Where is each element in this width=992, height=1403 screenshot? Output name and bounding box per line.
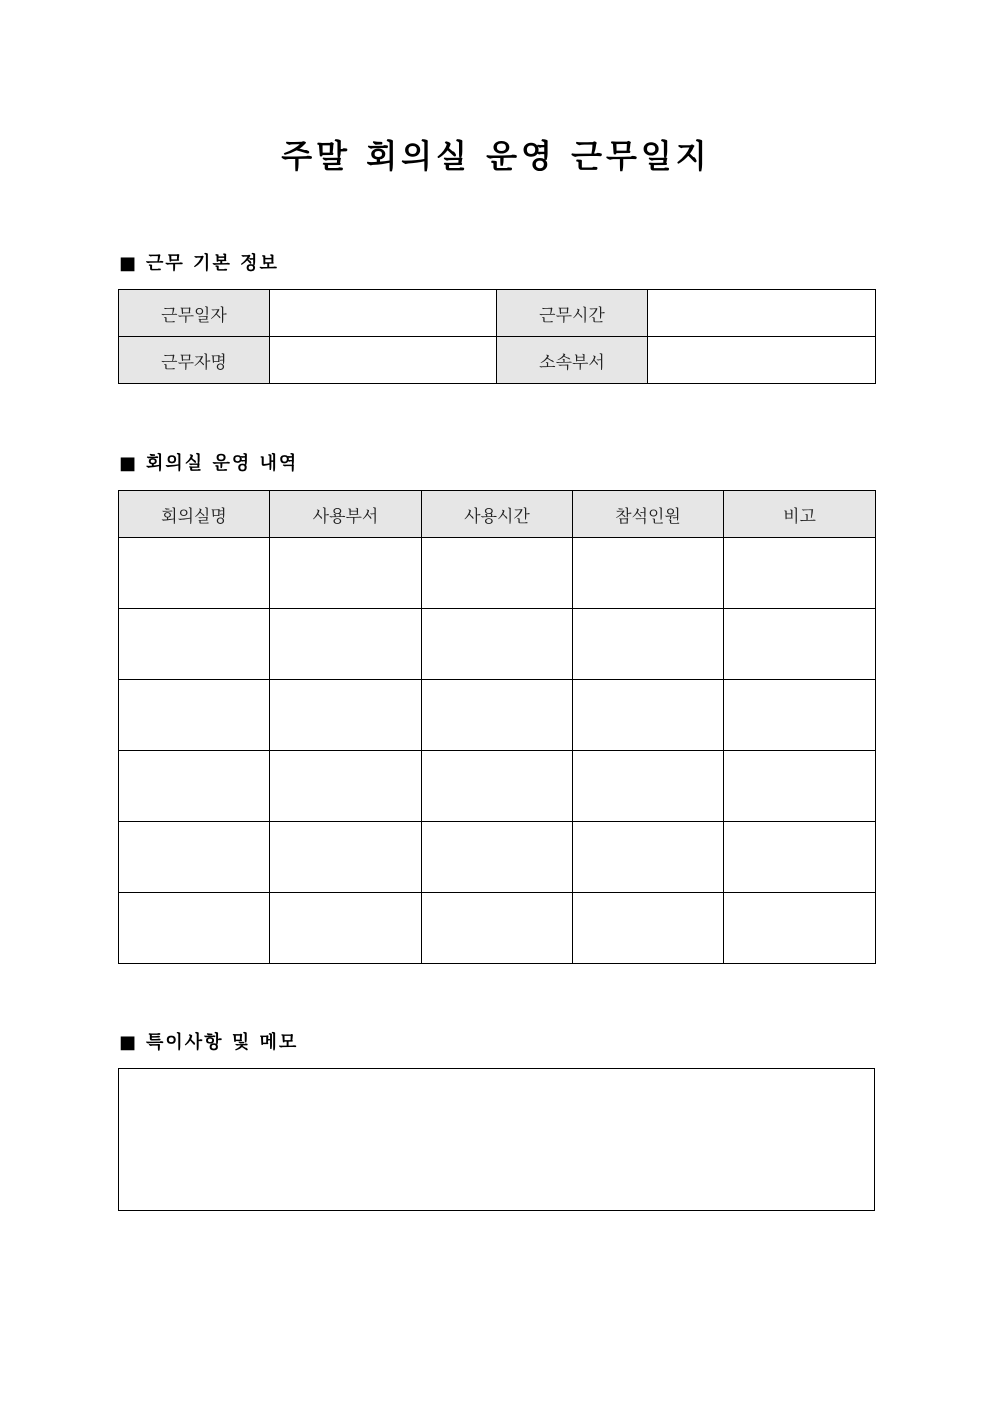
section-heading-operations [119,452,298,476]
column-header-usage-time: 사용시간 [422,491,573,538]
department-cell[interactable] [270,751,422,822]
department-cell[interactable] [270,609,422,680]
work-time-field[interactable] [648,290,876,337]
section-heading-basic-info [119,252,279,276]
section-heading-notes [119,1031,298,1055]
operations-table [118,490,876,964]
table-row [119,822,876,893]
notes-memo-box[interactable] [118,1068,875,1211]
remarks-cell[interactable] [724,751,876,822]
remarks-cell[interactable] [724,822,876,893]
usage-time-cell[interactable] [422,751,573,822]
table-row [119,751,876,822]
work-time-label: 근무시간 [497,290,648,337]
table-row [119,680,876,751]
attendees-cell[interactable] [573,751,724,822]
remarks-cell[interactable] [724,893,876,964]
department-cell[interactable] [270,538,422,609]
attendees-cell[interactable] [573,538,724,609]
usage-time-cell[interactable] [422,822,573,893]
column-header-room-name: 회의실명 [119,491,270,538]
attendees-cell[interactable] [573,680,724,751]
worker-name-label: 근무자명 [119,337,270,384]
room-name-cell[interactable] [119,538,270,609]
document-title: 주말 회의실 운영 근무일지 [281,137,711,175]
usage-time-cell[interactable] [422,538,573,609]
usage-time-cell[interactable] [422,893,573,964]
section-heading-label: 근무 기본 정보 [146,253,279,274]
work-date-label: 근무일자 [119,290,270,337]
remarks-cell[interactable] [724,609,876,680]
room-name-cell[interactable] [119,680,270,751]
square-bullet-icon: ■ [119,1032,139,1053]
room-name-cell[interactable] [119,893,270,964]
department-cell[interactable] [270,822,422,893]
section-heading-label: 회의실 운영 내역 [146,453,299,474]
remarks-cell[interactable] [724,680,876,751]
worker-name-field[interactable] [270,337,497,384]
attendees-cell[interactable] [573,822,724,893]
usage-time-cell[interactable] [422,680,573,751]
table-row [119,290,876,337]
attendees-cell[interactable] [573,609,724,680]
usage-time-cell[interactable] [422,609,573,680]
room-name-cell[interactable] [119,822,270,893]
room-name-cell[interactable] [119,751,270,822]
work-date-field[interactable] [270,290,497,337]
department-cell[interactable] [270,680,422,751]
department-label: 소속부서 [497,337,648,384]
attendees-cell[interactable] [573,893,724,964]
square-bullet-icon: ■ [119,453,139,474]
table-row [119,609,876,680]
table-row [119,893,876,964]
section-heading-label: 특이사항 및 메모 [146,1032,299,1053]
table-row [119,337,876,384]
remarks-cell[interactable] [724,538,876,609]
room-name-cell[interactable] [119,609,270,680]
column-header-attendees: 참석인원 [573,491,724,538]
column-header-remarks: 비고 [724,491,876,538]
column-header-department: 사용부서 [270,491,422,538]
square-bullet-icon: ■ [119,253,139,274]
table-header-row [119,491,876,538]
department-field[interactable] [648,337,876,384]
table-row [119,538,876,609]
basic-info-table [118,289,876,384]
department-cell[interactable] [270,893,422,964]
